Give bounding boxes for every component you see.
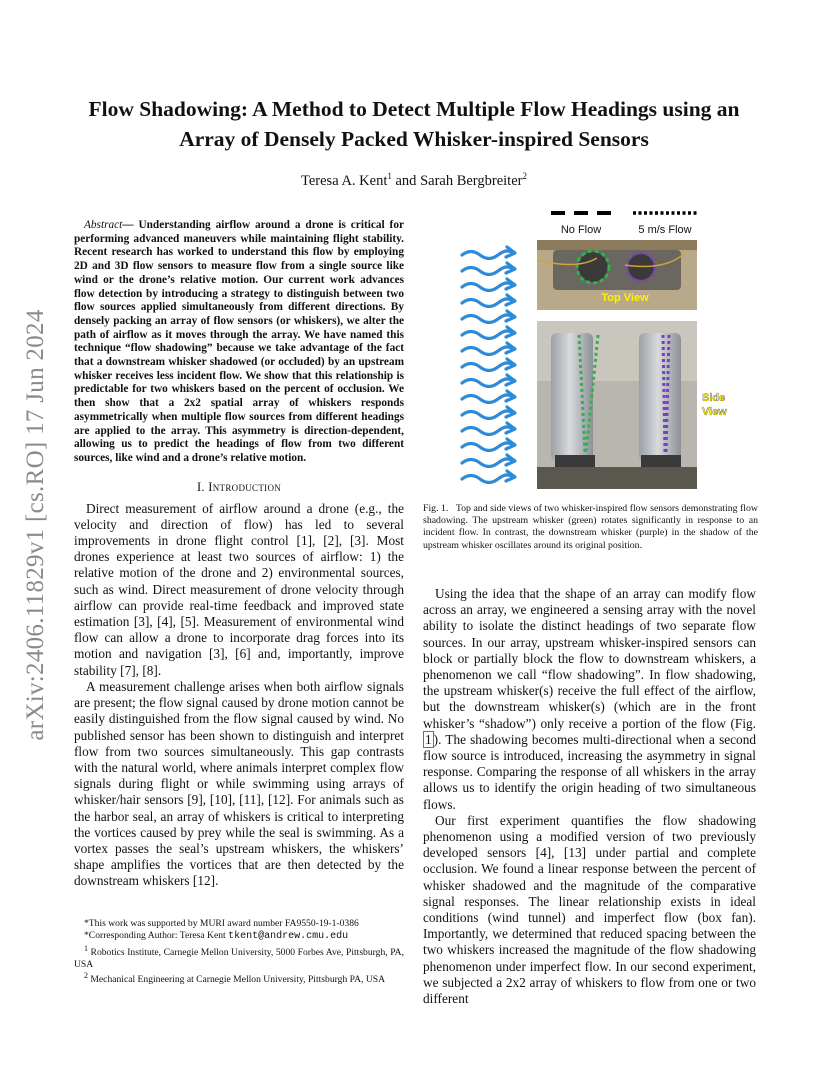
side-view-label-line1: Side — [702, 392, 726, 404]
author-name-1: Teresa A. Kent — [301, 172, 388, 189]
section-number: I. — [196, 479, 205, 494]
figure-reference-link[interactable]: 1 — [425, 731, 432, 747]
footnotes — [74, 918, 404, 986]
flow-arrow-icon — [462, 247, 515, 259]
body-paragraph-flow-shadowing — [423, 586, 756, 813]
right-column — [423, 586, 756, 1007]
legend-flow — [633, 213, 698, 236]
body-paragraph-1-end: ). The shadowing becomes multi-directional when a second flow source is introduced, increasing the asymmetry in signal response. Comparing the response of all whiskers in the array allows us to identify the origin heading of two simultaneous flows. — [423, 731, 756, 812]
author-affil-sup-2: 2 — [522, 171, 527, 181]
footnote-affiliation-1 — [74, 943, 404, 971]
section-heading-introduction — [74, 480, 404, 495]
author-name-2: Sarah Bergbreiter — [420, 172, 523, 189]
abstract — [74, 219, 404, 466]
footnote-sup-1: 1 — [84, 943, 88, 953]
side-view-label-line2: View — [702, 406, 727, 418]
intro-paragraph-2: A measurement challenge arises when both airflow signals are present; the flow signal caused by drone motion cannot be easily distinguished from the flow signal caused by wind. No published sensor has been shown to distinguish and interpret flow from two sources simultaneously. This gap contrasts with the natural world, where animals interpret complex flow signals during flight or while swimming using arrays of whisker/hair sensors [9], [10], [11], [12]. For animals such as the harbor seal, an array of whiskers is critical to interpreting the vortices caused by prey while the seal is swimming. As a vortex passes the seal’s upstream whiskers, the whiskers’ shape amplifies the vortices that are then detected by the downstream whiskers [12]. — [74, 678, 404, 889]
legend-no-flow-label: No Flow — [560, 224, 602, 236]
footnote-affiliation-2 — [74, 970, 404, 986]
flow-arrows — [462, 247, 515, 483]
top-view-label: Top View — [601, 292, 649, 304]
figure-1-caption-text: Top and side views of two whisker-inspired flow sensors demonstrating flow shadowing. The upstream whisker (green) rotates significantly in response to an incident flow. In contrast, the downstream whisker (purple) in the shadow of the upstream whisker oscillates around its original position. — [423, 503, 758, 551]
arxiv-identifier: arXiv:2406.11829v1 [cs.RO] 17 Jun 2024 — [22, 309, 49, 741]
paper-title: Flow Shadowing: A Method to Detect Multiple Flow Headings using an Array of Densely Packed Whisker-inspired Sensors — [88, 97, 740, 151]
body-paragraph-1-start: Using the idea that the shape of an array can modify flow across an array, we engineered a sensing array with the novel ability to isolate the distinct headings of two separate flow sources. In our array, upstream whisker-inspired sensors can block or partially block the flow to downstream whiskers, a phenomenon we call “flow shadowing”. In flow shadowing, the upstream whisker(s) receive the full effect of the airflow, but the downstream whisker(s) (which are in the front whisker’s “shadow”) only receive a portion of the flow (Fig. — [423, 586, 756, 731]
author-conjunction: and — [391, 172, 421, 189]
legend-no-flow — [551, 213, 611, 236]
author-line — [60, 171, 768, 190]
side-view-photo — [537, 321, 727, 489]
author-affil-sup-1: 1 — [387, 171, 392, 181]
figure-1-caption — [423, 503, 758, 552]
figure-1-caption-label: Fig. 1. — [423, 503, 449, 514]
left-column — [74, 219, 404, 890]
arxiv-sidebar-stamp — [14, 290, 58, 760]
footnote-affiliation-1-text: Robotics Institute, Carnegie Mellon University, 5000 Forbes Ave, Pittsburgh, PA, USA — [74, 946, 404, 970]
footnote-corresponding-text: *Corresponding Author: Teresa Kent — [84, 929, 229, 941]
abstract-text: — Understanding airflow around a drone is critical for performing advanced maneuvers while maintaining flight stability. Recent research has worked to understand this flow by employing 2D and 3D flow sensors to measure flow from a single source like wind or the drone’s relative motion. Our current work advances flow detection by introducing a strategy to distinguish between two flow sources applied simultaneously from different directions. By densely packing an array of flow sensors (or whiskers), we alter the path of airflow as it moves through the array. We have named this technique “flow shadowing” because we take advantage of the fact that a downstream whisker shadowed (or occluded) by an upstream whisker receives less incident flow. We show that this relationship is predictable for two whiskers based on the percent of occlusion. We then show that a 2x2 spatial array of whiskers responds asymmetrically when multiple flow sources from different headings are applied to the array. This asymmetry is direction-dependent, allowing us to predict the headings of flow from two different sources, like wind and a drone’s relative motion. — [74, 219, 404, 464]
section-title: Introduction — [208, 479, 282, 494]
abstract-label: Abstract — [84, 219, 123, 231]
body-paragraph-first-experiment: Our first experiment quantifies the flow shadowing phenomenon using a modified version of two previously developed sensors [4], [13] under partial and complete occlusion. We found a linear response between the percent of whisker shadowed and the magnitude of the comparative signal responses. The linear relationship exists in ideal conditions (wind tunnel) and imperfect flow (box fan). Importantly, we determined that reduced spacing between the two whiskers increased the magnitude of the flow shadowing phenomenon under imperfect flow. In our second experiment, we subjected a 2x2 array of whiskers to flow from one or two different — [423, 812, 756, 1007]
footnote-sup-2: 2 — [84, 971, 88, 981]
figure-1-illustration — [455, 205, 761, 495]
author-email: tkent@andrew.cmu.edu — [228, 930, 349, 942]
top-view-photo — [537, 240, 697, 310]
legend-flow-label: 5 m/s Flow — [638, 224, 692, 236]
intro-paragraph-1: Direct measurement of airflow around a drone (e.g., the velocity and direction of flow) has led to several improvements in drone flight control [1], [2], [3]. Most drones experience at least two sources of airflow: 1) the relative motion of the drone and 2) environmental sources, such as wind. Direct measurement of drone velocity through airflow can provide real-time feedback and improved state estimation [3], [4], [5]. Measurement of environmental wind flow can allow a drone to incorporate drag forces into its motion and navigation [3], [6] and, importantly, improve stability [7], [8]. — [74, 500, 404, 678]
figure-1 — [455, 205, 761, 495]
footnote-affiliation-2-text: Mechanical Engineering at Carnegie Mellon University, Pittsburgh PA, USA — [88, 974, 386, 986]
footnote-corresponding — [74, 930, 404, 943]
footnote-funding: *This work was supported by MURI award number FA9550-19-1-0386 — [84, 918, 359, 929]
